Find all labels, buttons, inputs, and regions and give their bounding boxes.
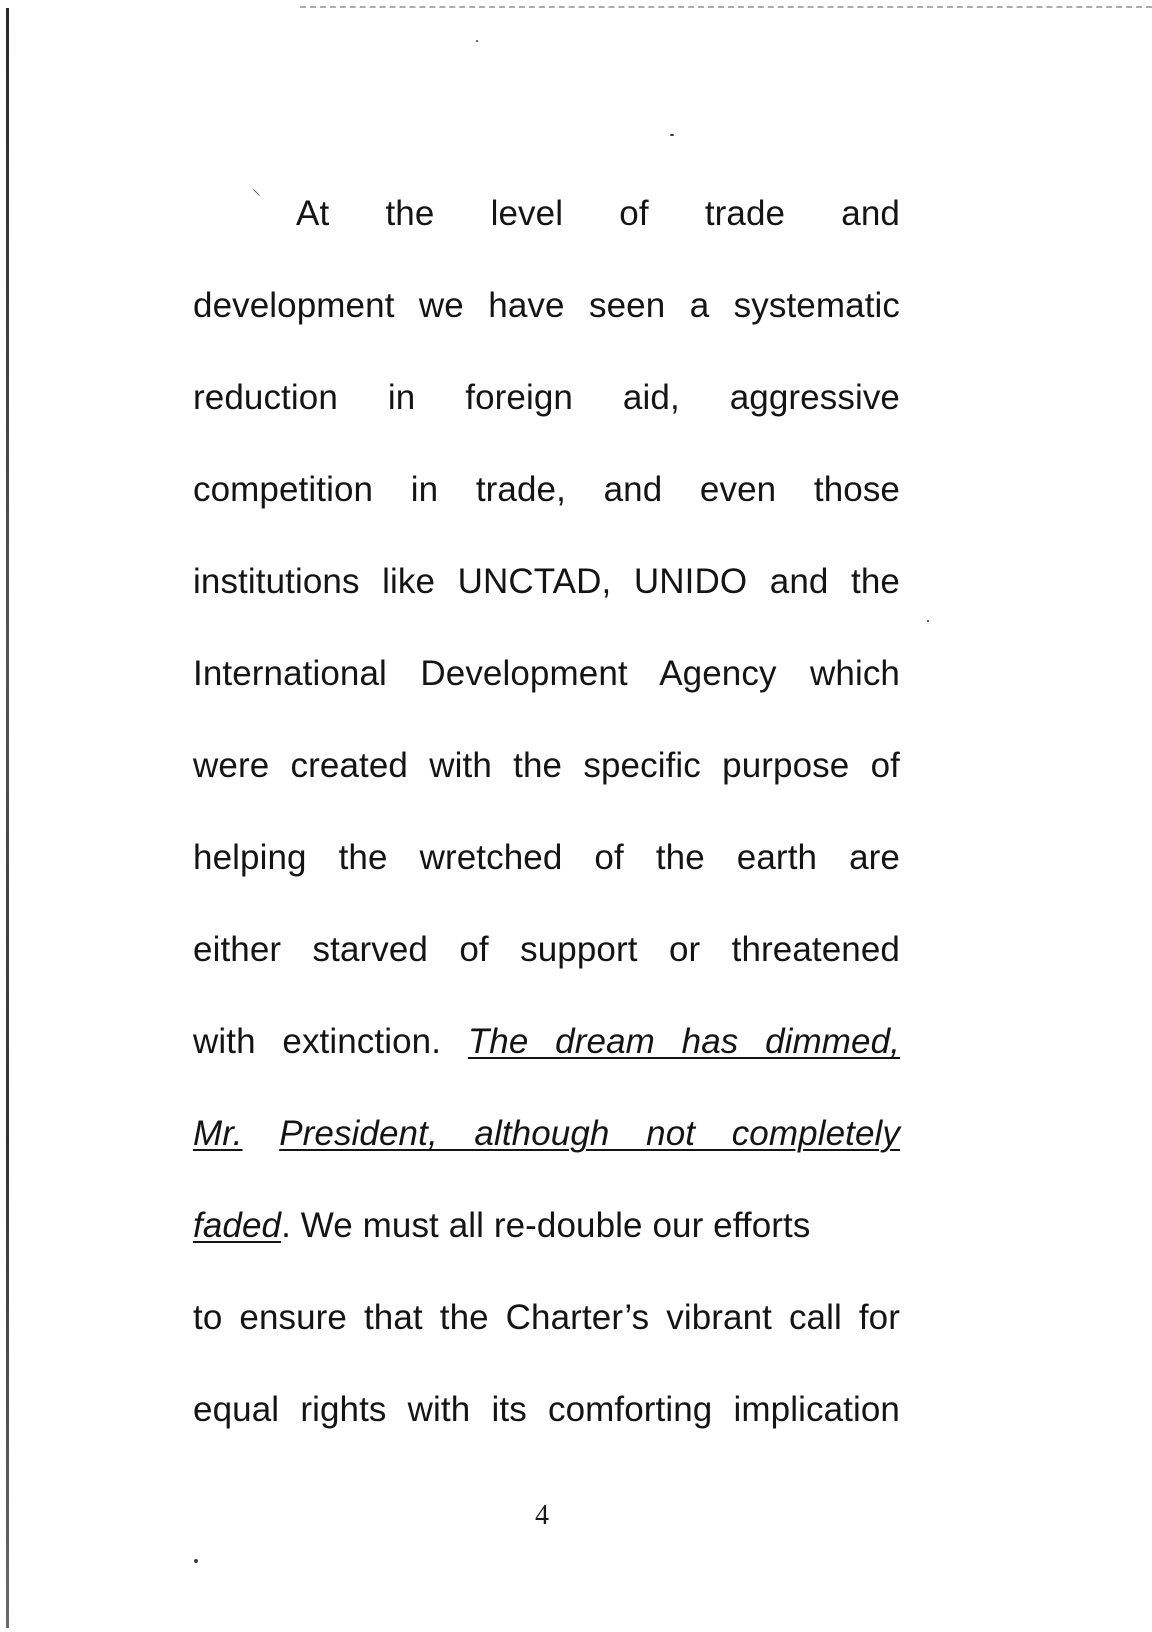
- scan-speck: [670, 134, 674, 136]
- paragraph-text: with extinction.: [193, 1022, 442, 1061]
- emphasis-text: faded: [193, 1206, 282, 1245]
- scan-top-rule: [300, 6, 1152, 8]
- paragraph-line: International Development Agency which: [193, 654, 900, 693]
- page-number: 4: [535, 1500, 549, 1531]
- emphasis-text: President, although not completely: [279, 1114, 900, 1153]
- paragraph-line: were created with the specific purpose of: [193, 746, 900, 785]
- scan-speck: [194, 1559, 198, 1563]
- paragraph-line-mixed: [193, 996, 900, 1088]
- paragraph-line: competition in trade, and even those: [193, 470, 900, 509]
- scan-speck: [476, 40, 478, 42]
- paragraph-line: to ensure that the Charter’s vibrant call for: [193, 1298, 900, 1337]
- scan-mark: ⸌: [252, 186, 261, 206]
- body-paragraph: [193, 168, 900, 1456]
- paragraph-line: helping the wretched of the earth are: [193, 838, 900, 877]
- emphasis-text: The dream has dimmed,: [467, 1022, 901, 1061]
- scan-speck: [927, 620, 929, 622]
- paragraph-line: reduction in foreign aid, aggressive: [193, 378, 900, 417]
- paragraph-line: development we have seen a systematic: [193, 286, 900, 325]
- paragraph-line-emphasis: [193, 1088, 900, 1180]
- paragraph-line: equal rights with its comforting implication: [193, 1390, 900, 1429]
- paragraph-line: institutions like UNCTAD, UNIDO and the: [193, 562, 900, 601]
- paragraph-line: either starved of support or threatened: [193, 930, 900, 969]
- paragraph-line: At the level of trade and: [296, 194, 900, 233]
- paragraph-line-mixed: [193, 1180, 900, 1272]
- paragraph-text: . We must all re-double our efforts: [281, 1206, 811, 1245]
- scan-left-edge: [6, 8, 9, 1628]
- emphasis-text: Mr.: [193, 1114, 243, 1153]
